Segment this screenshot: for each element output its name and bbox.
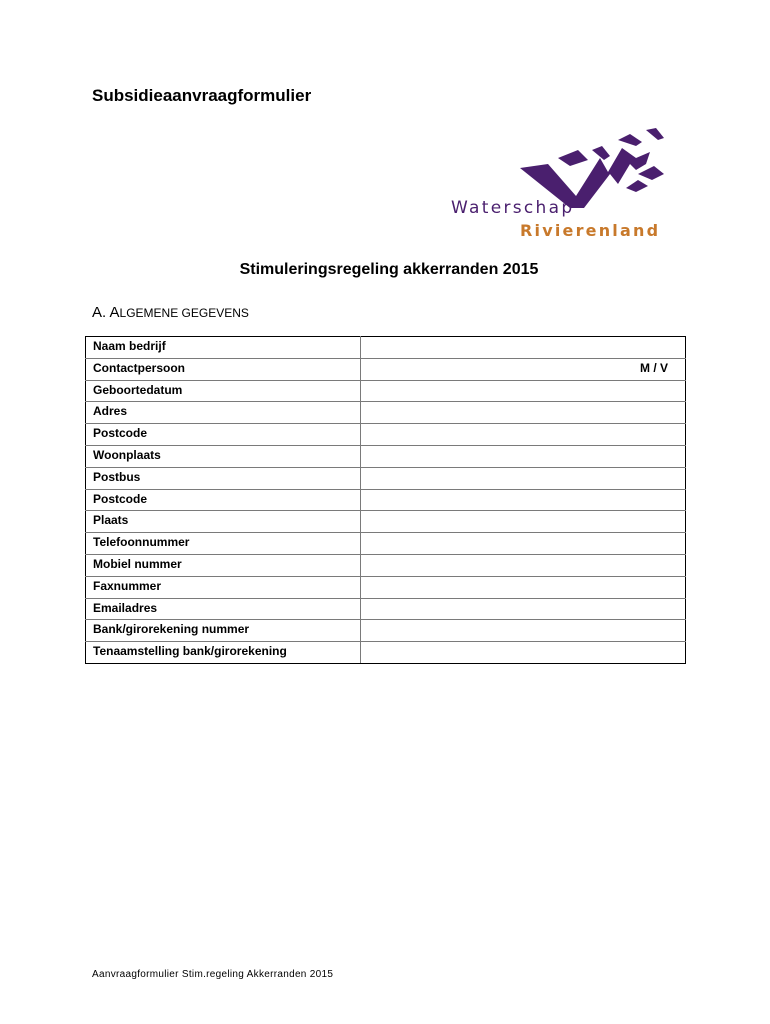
form-field-input[interactable] bbox=[361, 554, 686, 576]
form-row bbox=[86, 402, 686, 424]
form-row bbox=[86, 337, 686, 359]
form-field-input[interactable] bbox=[361, 380, 686, 402]
form-field-input[interactable] bbox=[361, 576, 686, 598]
general-info-table bbox=[85, 336, 686, 664]
form-row bbox=[86, 533, 686, 555]
form-field-input[interactable] bbox=[361, 424, 686, 446]
form-row bbox=[86, 424, 686, 446]
section-heading-rest: LGEMENE GEGEVENS bbox=[119, 306, 249, 320]
form-field-label: Emailadres bbox=[86, 598, 361, 620]
form-field-label: Postbus bbox=[86, 467, 361, 489]
form-row bbox=[86, 380, 686, 402]
form-field-input[interactable] bbox=[361, 642, 686, 664]
section-heading bbox=[92, 304, 249, 321]
form-field-input[interactable] bbox=[361, 620, 686, 642]
form-field-label: Mobiel nummer bbox=[86, 554, 361, 576]
form-field-input[interactable] bbox=[361, 511, 686, 533]
form-row bbox=[86, 576, 686, 598]
page-title: Subsidieaanvraagformulier bbox=[92, 86, 312, 105]
form-row bbox=[86, 511, 686, 533]
form-row bbox=[86, 358, 686, 380]
waterschap-emblem-icon bbox=[518, 128, 668, 208]
form-row bbox=[86, 445, 686, 467]
form-subtitle: Stimuleringsregeling akkerranden 2015 bbox=[239, 261, 539, 278]
form-field-input[interactable] bbox=[361, 533, 686, 555]
logo-text-rivierenland: Rivierenland bbox=[520, 221, 661, 240]
form-field-label: Telefoonnummer bbox=[86, 533, 361, 555]
form-field-label: Naam bedrijf bbox=[86, 337, 361, 359]
form-field-label: Adres bbox=[86, 402, 361, 424]
form-field-input[interactable] bbox=[361, 402, 686, 424]
form-field-label: Woonplaats bbox=[86, 445, 361, 467]
section-heading-first-letter: A bbox=[109, 304, 120, 321]
form-field-input[interactable] bbox=[361, 489, 686, 511]
form-field-input[interactable] bbox=[361, 445, 686, 467]
form-field-label: Postcode bbox=[86, 489, 361, 511]
form-row bbox=[86, 598, 686, 620]
page-footer: Aanvraagformulier Stim.regeling Akkerranden 2015 bbox=[92, 969, 334, 980]
form-row bbox=[86, 489, 686, 511]
form-field-label: Postcode bbox=[86, 424, 361, 446]
form-field-label: Faxnummer bbox=[86, 576, 361, 598]
form-field-input[interactable] bbox=[361, 467, 686, 489]
form-field-input[interactable]: M / V bbox=[361, 358, 686, 380]
form-field-label: Contactpersoon bbox=[86, 358, 361, 380]
form-field-label: Geboortedatum bbox=[86, 380, 361, 402]
form-row bbox=[86, 554, 686, 576]
form-row bbox=[86, 620, 686, 642]
form-row bbox=[86, 642, 686, 664]
form-field-label: Plaats bbox=[86, 511, 361, 533]
form-field-label: Bank/girorekening nummer bbox=[86, 620, 361, 642]
form-field-input[interactable] bbox=[361, 337, 686, 359]
form-field-input[interactable] bbox=[361, 598, 686, 620]
section-heading-prefix: A. bbox=[92, 304, 110, 321]
waterschap-logo bbox=[448, 128, 670, 246]
form-field-label: Tenaamstelling bank/girorekening bbox=[86, 642, 361, 664]
logo-text-waterschap: Waterschap bbox=[451, 198, 575, 218]
form-row bbox=[86, 467, 686, 489]
